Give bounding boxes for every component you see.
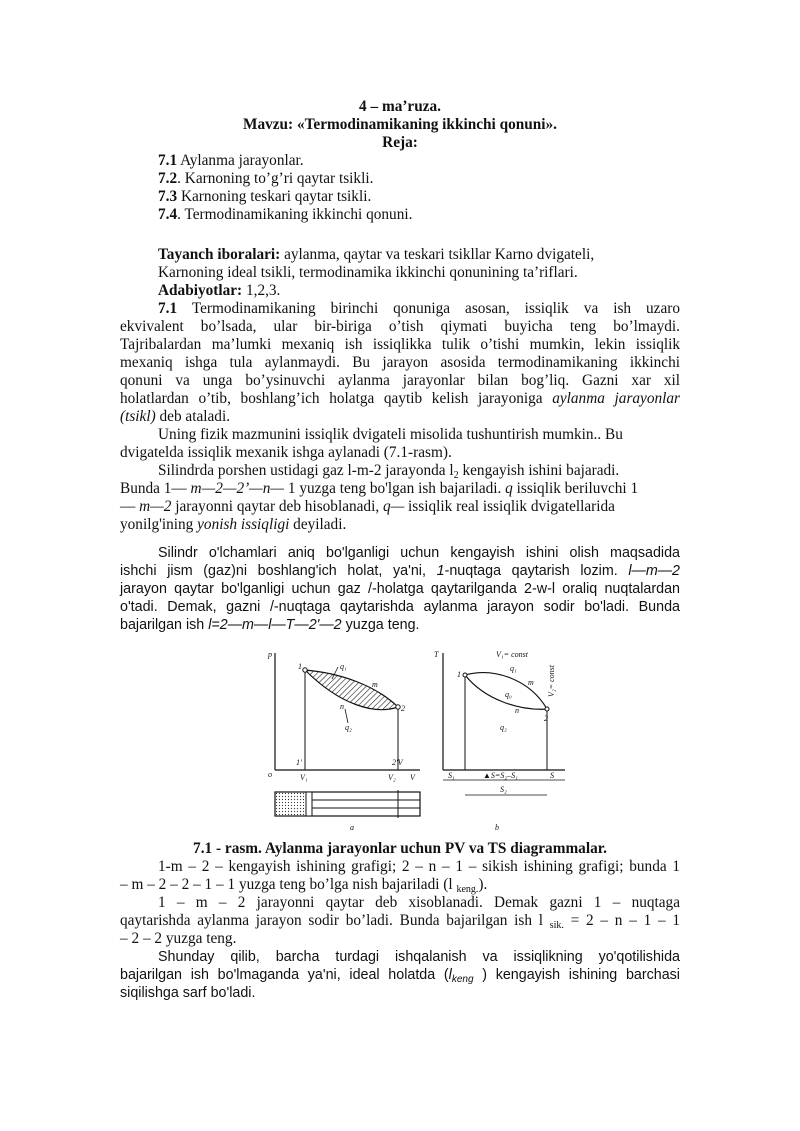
lecture-number: 4 – ma’ruza. [359, 98, 441, 115]
axis-label-t: T [434, 650, 439, 659]
paragraph-line: Shunday qilib, barcha turdagi ishqalanish va issiqlikning yo'qotilishida [158, 949, 680, 965]
lecture-topic: Mavzu: «Termodinamikaning ikkinchi qonuni». [243, 116, 557, 133]
paragraph-line: 1-m – 2 – kengayish ishining grafigi; 2 – n – 1 – sikish ishining grafigi; bunda 1 [158, 858, 680, 875]
axis-label-p: p [268, 650, 272, 659]
q0-label: q₀ [505, 690, 512, 699]
paragraph-line: Bunda 1— m—2—2’—n— 1 yuzga teng bo'lgan ish bajariladi. q issiqlik beriluvchi 1 [120, 480, 639, 497]
s2-label: S₂ [500, 785, 507, 794]
paragraph-line: — m—2 jarayonni qaytar deb hisoblanadi, q— issiqlik real issiqlik dvigatellarida [120, 498, 615, 515]
paragraph-line: (tsikl) deb ataladi. [120, 408, 231, 425]
m-label: m [528, 678, 534, 687]
paragraph-line: qaytarishda aylanma jarayon sodir bo’ladi. Bunda bajarilgan ish l $_{sik.}$ = 2 – n – 1 – 1 [120, 912, 680, 931]
v1-label: V₁ [300, 773, 308, 782]
q2-label: q₂ [500, 723, 507, 732]
plan-item: 7.4. Termodinamikaning ikkinchi qonuni. [158, 206, 413, 223]
paragraph-line: dvigatelda issiqlik mexanik ishga aylanadi (7.1-rasm). [120, 444, 452, 461]
ts-diagram [434, 650, 565, 832]
plan-item: 7.3 Karnoning teskari qaytar tsikli. [158, 188, 372, 205]
m-label: m [372, 680, 378, 689]
paragraph-line: Uning fizik mazmunini issiqlik dvigateli misolida tushuntirish mumkin.. Bu [158, 426, 623, 443]
paragraph-line: Silindrda porshen ustidagi gaz l-m-2 jarayonda $l_2$ kengayish ishini bajaradi. [158, 462, 620, 481]
v1-const-label: V₁= const [496, 650, 528, 659]
point-1-label: 1 [298, 662, 302, 671]
q1-label: q₁ [510, 664, 517, 673]
paragraph-line: 7.1 Termodinamikaning birinchi qonuniga asosan, issiqlik va ish uzaro [158, 300, 680, 317]
panel-b-label: b [495, 823, 499, 832]
paragraph-line: ishchi jism (gaz)ni boshlang'ich holat, ya'ni, 1-nuqtaga qaytarish lozim. l—m—2 [120, 563, 681, 579]
plan-item: 7.1 Aylanma jarayonlar. [158, 152, 304, 169]
plan-heading: Reja: [382, 134, 418, 151]
point-1p-label: 1' [296, 758, 302, 767]
q2-label: q₂ [345, 723, 352, 732]
pv-diagram [267, 650, 420, 832]
s-label: S [550, 771, 554, 780]
paragraph-line: mexaniq ishga tula aylanmaydi. Bu jarayon asosida termodinamikaning ikkinchi [120, 354, 680, 371]
origin-label: o [268, 770, 272, 779]
paragraph-line: – 2 – 2 yuzga teng. [120, 930, 237, 947]
paragraph-line: qonuni va unga bo’ysinuvchi aylanma jarayonlar bilan bog’liq. Gazni xar xil [120, 372, 680, 389]
v2-label: V₂ [388, 773, 396, 782]
delta-s-label: ▲S=S₂–S₁ [483, 771, 518, 780]
q1-label: q₁ [340, 662, 347, 671]
keywords-line: Tayanch iboralari: aylanma, qaytar va teskari tsikllar Karno dvigateli, [158, 246, 595, 263]
paragraph-line: o'tadi. Demak, gazni /-nuqtaga qaytarishda aylanma jarayon sodir bo'ladi. Bunda [120, 599, 680, 615]
panel-a-label: a [350, 823, 354, 832]
point-2p-label: 2'V [392, 758, 403, 767]
references-line: Adabiyotlar: 1,2,3. [158, 282, 281, 299]
paragraph-line: Silindr o'lchamlari aniq bo'lganligi uchun kengayish ishini olish maqsadida [158, 545, 680, 561]
paragraph-line: Tajribalardan ma’lumki mexaniq ish issiqlikka tulik o’tishi mumkin, lekin issiqlik [120, 336, 680, 353]
v2-const-label: V₂= const [547, 665, 556, 697]
point-1-label: 1 [457, 670, 461, 679]
paragraph-line: bajarilgan ish bo'lmaganda ya'ni, ideal holatda ($l_{keng}$ ) kengayish ishining barchasi [120, 967, 680, 985]
paragraph-line: 1 – m – 2 jarayonni qaytar deb xisoblanadi. Demak gazni 1 – nuqtaga [158, 894, 680, 911]
paragraph-line: siqilishga sarf bo'ladi. [120, 985, 256, 1001]
keywords-line: Karnoning ideal tsikli, termodinamika ikkinchi qonunining ta’riflari. [158, 264, 578, 281]
plan-item: 7.2. Karnoning to’g’ri qaytar tsikli. [158, 170, 374, 187]
n-label: n [515, 706, 519, 715]
paragraph-line: yonilg'ining yonish issiqligi deyiladi. [120, 516, 347, 533]
s1-label: S₁ [448, 771, 455, 780]
pv-ts-diagram-figure [260, 645, 570, 835]
paragraph-line: bajarilgan ish l=2—m—l—T—2'—2 yuzga teng. [120, 617, 420, 633]
figure-caption: 7.1 - rasm. Aylanma jarayonlar uchun PV va TS diagrammalar. [193, 840, 607, 857]
paragraph-line: holatlardan o’tib, boshlang’ich holatga qaytib kelish jarayoniga aylanma jarayonlar [120, 390, 680, 407]
axis-label-v: V [410, 773, 415, 782]
point-2-label: 2 [401, 704, 405, 713]
n-label: n [340, 702, 344, 711]
paragraph-line: jarayon qaytar bo'lganligi uchun gaz /-holatga qaytarilganda 2-w-l oraliq nuqtalardan [120, 581, 680, 597]
paragraph-line: ekvivalent bo’lsada, ular bir-biriga o’tish qiymati buyicha teng bo’lmaydi. [120, 318, 680, 335]
paragraph-line: – m – 2 – 2 – 1 – 1 yuzga teng bo’lga nish bajariladi (l $_{keng.}$). [120, 876, 488, 895]
point-2-label: 2 [544, 714, 548, 723]
